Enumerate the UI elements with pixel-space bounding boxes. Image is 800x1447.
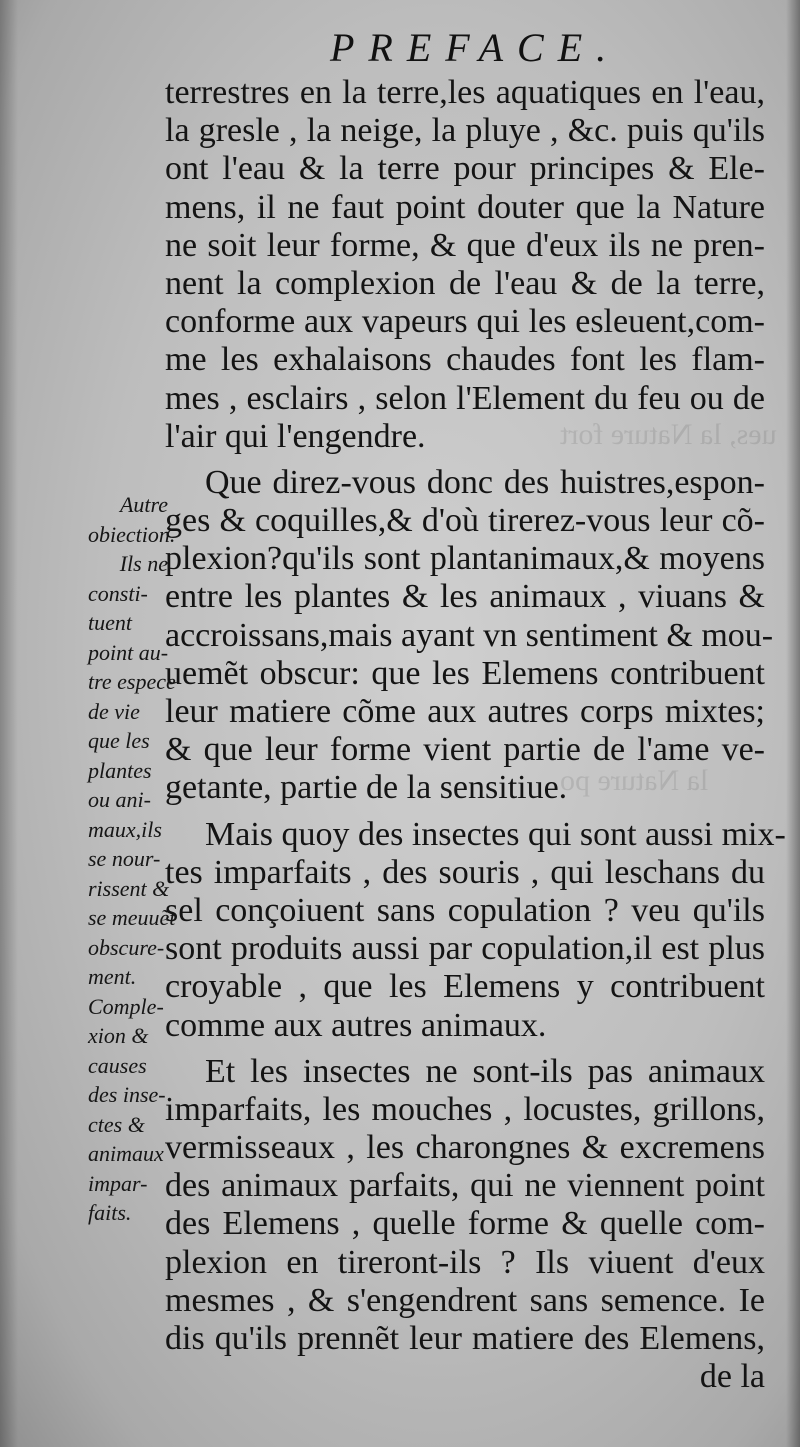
text-line: ges & coquilles,& d'où tirerez-vous leur cõ-: [165, 502, 765, 540]
text-line: des animaux parfaits, qui ne viennent point: [165, 1167, 765, 1205]
text-line: mes , esclairs , selon l'Element du feu ou de: [165, 379, 765, 417]
text-line: mens, il ne faut point douter que la Nature: [165, 188, 765, 226]
text-line: ne soit leur forme, & que d'eux ils ne pren-: [165, 226, 765, 264]
text-line: entre les plantes & les animaux , viuans &: [165, 578, 765, 616]
margin-note-line: consti-: [88, 580, 148, 606]
running-header: PREFACE.: [330, 25, 621, 70]
text-line: terrestres en la terre,les aquatiques en l'eau,: [165, 74, 765, 111]
text-line: Mais quoy des insectes qui sont aussi mix-: [205, 815, 786, 853]
text-line: vermisseaux , les charongnes & excremens: [165, 1129, 765, 1167]
text-line: dis qu'ils prennẽt leur matiere des Elemens,: [165, 1320, 765, 1357]
margin-note-line: de vie: [88, 698, 140, 724]
text-line: me les exhalaisons chaudes font les flam-: [165, 341, 765, 379]
bleed-through-text: la Nature po: [560, 764, 709, 797]
text-line: plexion en tireront-ils ? Ils viuent d'eux: [165, 1243, 765, 1281]
margin-note-line: causes: [88, 1052, 147, 1078]
text-line: tes imparfaits , des souris , qui leschans du: [165, 853, 765, 891]
margin-note-line: animaux: [88, 1141, 164, 1166]
margin-note-line: impar-: [88, 1170, 148, 1196]
margin-note-line: ctes &: [88, 1111, 145, 1137]
text-line: Et les insectes ne sont-ils pas animaux: [205, 1052, 765, 1090]
text-line: la gresle , la neige, la pluye , &c. puis qu'ils: [165, 112, 765, 150]
margin-note-line: xion &: [88, 1023, 149, 1048]
text-line: nent la complexion de l'eau & de la terre,: [165, 264, 765, 302]
margin-note-line: tuent: [88, 610, 132, 635]
margin-notes: [88, 490, 176, 1228]
margin-note-line: obscure-: [88, 934, 165, 960]
text-line: sont produits aussi par copulation,il est plus: [165, 930, 765, 968]
page-shadow-left: [0, 0, 18, 1447]
text-line: l'air qui l'engendre.: [165, 417, 426, 455]
text-line: uemẽt obscur: que les Elemens contribuent: [165, 654, 765, 692]
text-line: & que leur forme vient partie de l'ame ve-: [165, 731, 765, 769]
margin-note-line: ou ani-: [88, 787, 151, 812]
text-line: des Elemens , quelle forme & quelle com-: [165, 1205, 765, 1243]
catchword: de la: [699, 1358, 765, 1396]
text-line: imparfaits, les mouches , locustes, grillons,: [165, 1090, 765, 1128]
text-line: croyable , que les Elemens y contribuent: [165, 968, 765, 1006]
margin-note-line: se nour-: [88, 846, 161, 871]
main-text: [165, 74, 786, 1396]
margin-note-line: obiection.: [88, 521, 176, 547]
text-line: getante, partie de la sensitiue.: [165, 769, 568, 807]
margin-note-line: Comple-: [88, 993, 164, 1019]
text-line: comme aux autres animaux.: [165, 1006, 547, 1044]
text-line: plexion?qu'ils sont plantanimaux,& moyens: [165, 540, 765, 578]
margin-note-line: Autre: [119, 492, 168, 517]
margin-note-line: ment.: [88, 964, 137, 989]
margin-note-line: se meuuẽt: [88, 905, 176, 930]
margin-note-line: tre espece: [88, 669, 176, 694]
text-line: sel conçoiuent sans copulation ? veu qu'ils: [165, 891, 765, 929]
text-line: ont l'eau & la terre pour principes & Ele-: [165, 150, 765, 188]
margin-note-line: des inse-: [88, 1082, 166, 1107]
margin-note-line: plantes: [88, 757, 152, 783]
page-shadow-right: [786, 0, 800, 1447]
margin-note-line: Ils ne: [119, 551, 168, 576]
margin-note-line: point au-: [88, 639, 169, 665]
text-line: mesmes , & s'engendrent sans semence. Ie: [165, 1281, 765, 1319]
text-line: leur matiere cõme aux autres corps mixtes;: [165, 693, 765, 730]
text-line: accroissans,mais ayant vn sentiment & mou-: [165, 616, 774, 654]
margin-note-line: maux,ils: [88, 816, 162, 842]
margin-note-line: faits.: [88, 1200, 132, 1225]
margin-note-line: rissent &: [88, 875, 170, 901]
text-line: conforme aux vapeurs qui les esleuent,com-: [165, 303, 765, 341]
margin-note-line: que les: [88, 728, 150, 753]
bleed-through-text: ues, la Nature fort: [560, 418, 777, 451]
text-line: Que direz-vous donc des huistres,espon-: [205, 463, 765, 501]
